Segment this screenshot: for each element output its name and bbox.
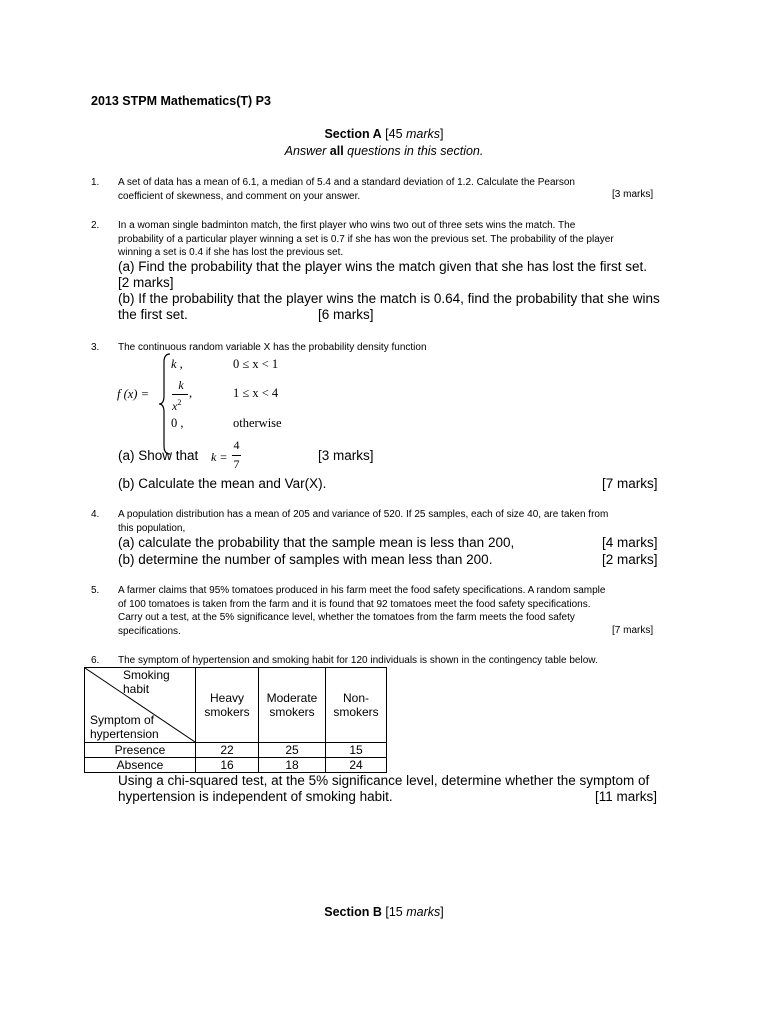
section-b-marks-word: marks bbox=[406, 905, 441, 919]
table-header-row bbox=[85, 668, 387, 743]
question-3-part-a-marks: [3 marks] bbox=[318, 448, 374, 463]
col-heavy-line-1: Heavy bbox=[209, 691, 244, 705]
left-brace-icon bbox=[158, 352, 172, 456]
col-moderate-line-1: Moderate bbox=[266, 691, 318, 705]
question-4-text bbox=[118, 508, 678, 535]
document-title: 2013 STPM Mathematics(T) P3 bbox=[91, 94, 271, 108]
question-6-line-1: Using a chi-squared test, at the 5% significance level, determine whether the symptom of bbox=[118, 773, 650, 788]
col-heavy-line-2: smokers bbox=[204, 705, 250, 719]
question-1-line-2: coefficient of skewness, and comment on your answer. bbox=[118, 190, 361, 202]
pdf-case-1-value: k , bbox=[171, 357, 183, 371]
question-1-text bbox=[118, 176, 678, 203]
table-cell: 24 bbox=[326, 758, 387, 773]
question-3-fraction-numerator: 4 bbox=[233, 438, 240, 452]
question-5-line-1: A farmer claims that 95% tomatoes produced in his farm meet the food safety specifications. A random sample bbox=[118, 585, 606, 596]
question-4-part-a-marks: [4 marks] bbox=[602, 535, 658, 550]
contingency-table bbox=[84, 667, 387, 773]
pdf-function-label: f (x) = bbox=[117, 387, 150, 401]
question-2-part-a-marks: [2 marks] bbox=[118, 275, 174, 290]
question-4-number: 4. bbox=[91, 509, 100, 520]
question-3-fraction-bar bbox=[232, 455, 241, 456]
question-6-instruction bbox=[118, 773, 649, 805]
pdf-case-2-denominator-base: x bbox=[172, 399, 178, 413]
question-3-intro: The continuous random variable X has the probability density function bbox=[118, 342, 427, 353]
question-5-line-4: specifications. bbox=[118, 625, 181, 637]
question-2-part-a: (a) Find the probability that the player wins the match given that she has lost the first set. bbox=[118, 259, 648, 274]
section-b-heading bbox=[0, 905, 768, 919]
pdf-case-1-condition: 0 ≤ x < 1 bbox=[233, 357, 279, 371]
pdf-case-2-exponent: 2 bbox=[177, 398, 182, 407]
table-corner-cell bbox=[85, 668, 196, 743]
table-row-header-line-1: Symptom of bbox=[90, 713, 155, 727]
question-2-parts bbox=[118, 259, 660, 323]
table-cell: 18 bbox=[259, 758, 326, 773]
question-4-part-b-marks: [2 marks] bbox=[602, 552, 658, 567]
table-cell: 15 bbox=[326, 743, 387, 758]
question-1-number: 1. bbox=[91, 177, 100, 188]
col-non-line-2: smokers bbox=[333, 705, 379, 719]
question-4-part-b: (b) determine the number of samples with mean less than 200. bbox=[118, 552, 493, 567]
row-label-absence: Absence bbox=[85, 758, 196, 773]
question-3-number: 3. bbox=[91, 342, 100, 353]
col-moderate-line-2: smokers bbox=[269, 705, 315, 719]
section-a-marks-open: [45 bbox=[385, 127, 406, 141]
question-4-line-2: this population, bbox=[118, 522, 186, 534]
question-4-part-a: (a) calculate the probability that the sample mean is less than 200, bbox=[118, 535, 515, 550]
question-2-part-b-line-2: the first set. bbox=[118, 307, 188, 322]
table-col-moderate-smokers bbox=[259, 668, 326, 743]
table-row-header-line-2: hypertension bbox=[90, 727, 159, 741]
table-col-header: Smoking habit bbox=[123, 668, 170, 696]
pdf-case-2-comma: , bbox=[189, 386, 193, 400]
table-col-non-smokers bbox=[326, 668, 387, 743]
question-6-number: 6. bbox=[91, 655, 100, 666]
question-5-text bbox=[118, 584, 678, 638]
section-b-label: Section B bbox=[324, 905, 382, 919]
question-1-marks: [3 marks] bbox=[612, 189, 654, 200]
question-3-part-b: (b) Calculate the mean and Var(X). bbox=[118, 476, 327, 491]
instruction-part-2: questions in this section. bbox=[343, 144, 484, 158]
col-non-line-1: Non- bbox=[342, 691, 369, 705]
question-5-line-2: of 100 tomatoes is taken from the farm and it is found that 92 tomatoes meet the food safety specifications. bbox=[118, 598, 591, 610]
section-a-instruction bbox=[0, 144, 768, 158]
question-1-line-1: A set of data has a mean of 6.1, a median of 5.4 and a standard deviation of 1.2. Calculate the Pearson bbox=[118, 177, 575, 188]
question-4-line-1: A population distribution has a mean of 205 and variance of 520. If 25 samples, each of size 40, are taken from bbox=[118, 509, 609, 520]
question-2-line-2: probability of a particular player winning a set is 0.7 if she has won the previous set. The probability of the player bbox=[118, 233, 614, 245]
question-2-part-b-marks: [6 marks] bbox=[318, 307, 374, 322]
pdf-case-2-fraction-bar bbox=[172, 394, 188, 395]
question-2-number: 2. bbox=[91, 220, 100, 231]
pdf-case-3-value: 0 , bbox=[171, 416, 184, 430]
pdf-case-3-condition: otherwise bbox=[233, 416, 282, 430]
question-3-k-equals: k = bbox=[211, 450, 228, 464]
table-cell: 22 bbox=[196, 743, 259, 758]
instruction-all: all bbox=[329, 144, 344, 158]
question-3-part-a: (a) Show that bbox=[118, 448, 199, 463]
pdf-case-2-numerator: k bbox=[178, 378, 184, 392]
pdf-case-2-denominator bbox=[172, 398, 181, 414]
question-6-marks: [11 marks] bbox=[595, 789, 658, 804]
section-a-marks-close: ] bbox=[440, 127, 444, 141]
question-3-part-b-marks: [7 marks] bbox=[602, 476, 658, 491]
question-5-line-3: Carry out a test, at the 5% significance level, whether the tomatoes from the farm meets the food safety bbox=[118, 612, 575, 623]
table-col-heavy-smokers bbox=[196, 668, 259, 743]
row-label-presence: Presence bbox=[85, 743, 196, 758]
table-cell: 16 bbox=[196, 758, 259, 773]
table-row bbox=[85, 758, 387, 773]
question-2-text bbox=[118, 219, 678, 260]
question-3-fraction-denominator: 7 bbox=[233, 457, 240, 471]
question-6-line-2: hypertension is independent of smoking habit. bbox=[118, 789, 393, 804]
section-a-heading bbox=[0, 127, 768, 141]
table-cell: 25 bbox=[259, 743, 326, 758]
pdf-case-2-condition: 1 ≤ x < 4 bbox=[233, 386, 279, 400]
question-2-part-b: (b) If the probability that the player wins the match is 0.64, find the probability that she wins bbox=[118, 291, 660, 306]
question-5-number: 5. bbox=[91, 585, 100, 596]
section-b-marks-open: [15 bbox=[385, 905, 407, 919]
question-2-line-1: In a woman single badminton match, the first player who wins two out of three sets wins the match. The bbox=[118, 220, 576, 231]
instruction-part-1: Answer bbox=[284, 144, 330, 158]
section-a-marks-word: marks bbox=[406, 127, 441, 141]
question-2-line-3: winning a set is 0.4 if she has lost the previous set. bbox=[118, 247, 344, 258]
section-a-label: Section A bbox=[324, 127, 382, 141]
question-5-marks: [7 marks] bbox=[612, 625, 654, 636]
section-b-marks-close: ] bbox=[440, 905, 444, 919]
table-row bbox=[85, 743, 387, 758]
question-6-intro: The symptom of hypertension and smoking habit for 120 individuals is shown in the contingency table below. bbox=[118, 655, 598, 666]
